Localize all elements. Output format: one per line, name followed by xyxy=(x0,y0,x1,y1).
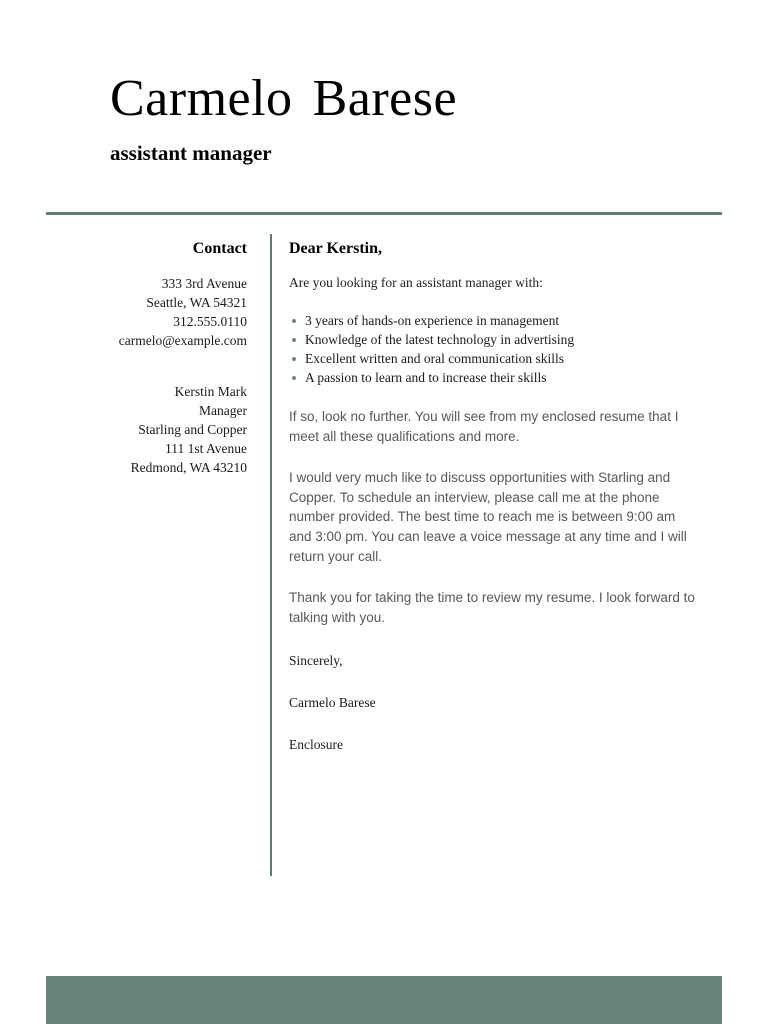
last-name: Barese xyxy=(312,70,458,127)
body-paragraph-2: I would very much like to discuss opportunities with Starling and Copper. To schedule an interview, please call me at the phone number provided. The best time to reach me is between 9:00 am and 3:00 pm. You can leave a voice message at any time and I will return your call. xyxy=(289,470,687,564)
contact-heading: Contact xyxy=(192,240,247,257)
list-item: A passion to learn and to increase their skills xyxy=(289,368,699,387)
letter-body xyxy=(289,240,699,753)
body-paragraph-1: If so, look no further. You will see from my enclosed resume that I meet all these qualifications and more. xyxy=(289,409,679,444)
letter-header xyxy=(46,72,722,166)
first-name: Carmelo xyxy=(110,70,293,127)
recipient-citystate: Redmond, WA 43210 xyxy=(130,460,247,475)
contact-line-phone: 312.555.0110 xyxy=(173,314,247,329)
list-item: Excellent written and oral communication skills xyxy=(289,349,699,368)
intro-line: Are you looking for an assistant manager with: xyxy=(289,275,543,290)
footer-accent-bar xyxy=(46,976,722,1024)
header-divider xyxy=(46,212,722,215)
contact-details xyxy=(46,274,247,350)
recipient-name: Kerstin Mark xyxy=(174,384,247,399)
contact-sidebar xyxy=(46,240,247,477)
body-paragraph-3: Thank you for taking the time to review my resume. I look forward to talking with you. xyxy=(289,590,695,625)
contact-line-citystate: Seattle, WA 54321 xyxy=(146,295,247,310)
column-divider xyxy=(270,234,272,876)
page-title xyxy=(46,72,722,127)
skills-list xyxy=(289,311,699,387)
job-title: assistant manager xyxy=(110,140,272,165)
list-item: Knowledge of the latest technology in advertising xyxy=(289,330,699,349)
signature-name: Carmelo Barese xyxy=(289,695,376,711)
sign-off: Sincerely, xyxy=(289,653,343,669)
contact-line-email: carmelo@example.com xyxy=(118,333,247,348)
enclosure-note: Enclosure xyxy=(289,737,343,753)
recipient-address xyxy=(46,382,247,477)
recipient-company: Starling and Copper xyxy=(138,422,247,437)
contact-line-address1: 333 3rd Avenue xyxy=(161,276,247,291)
recipient-title: Manager xyxy=(199,403,247,418)
salutation: Dear Kerstin, xyxy=(289,240,383,257)
recipient-street: 111 1st Avenue xyxy=(165,441,247,456)
list-item: 3 years of hands-on experience in management xyxy=(289,311,699,330)
